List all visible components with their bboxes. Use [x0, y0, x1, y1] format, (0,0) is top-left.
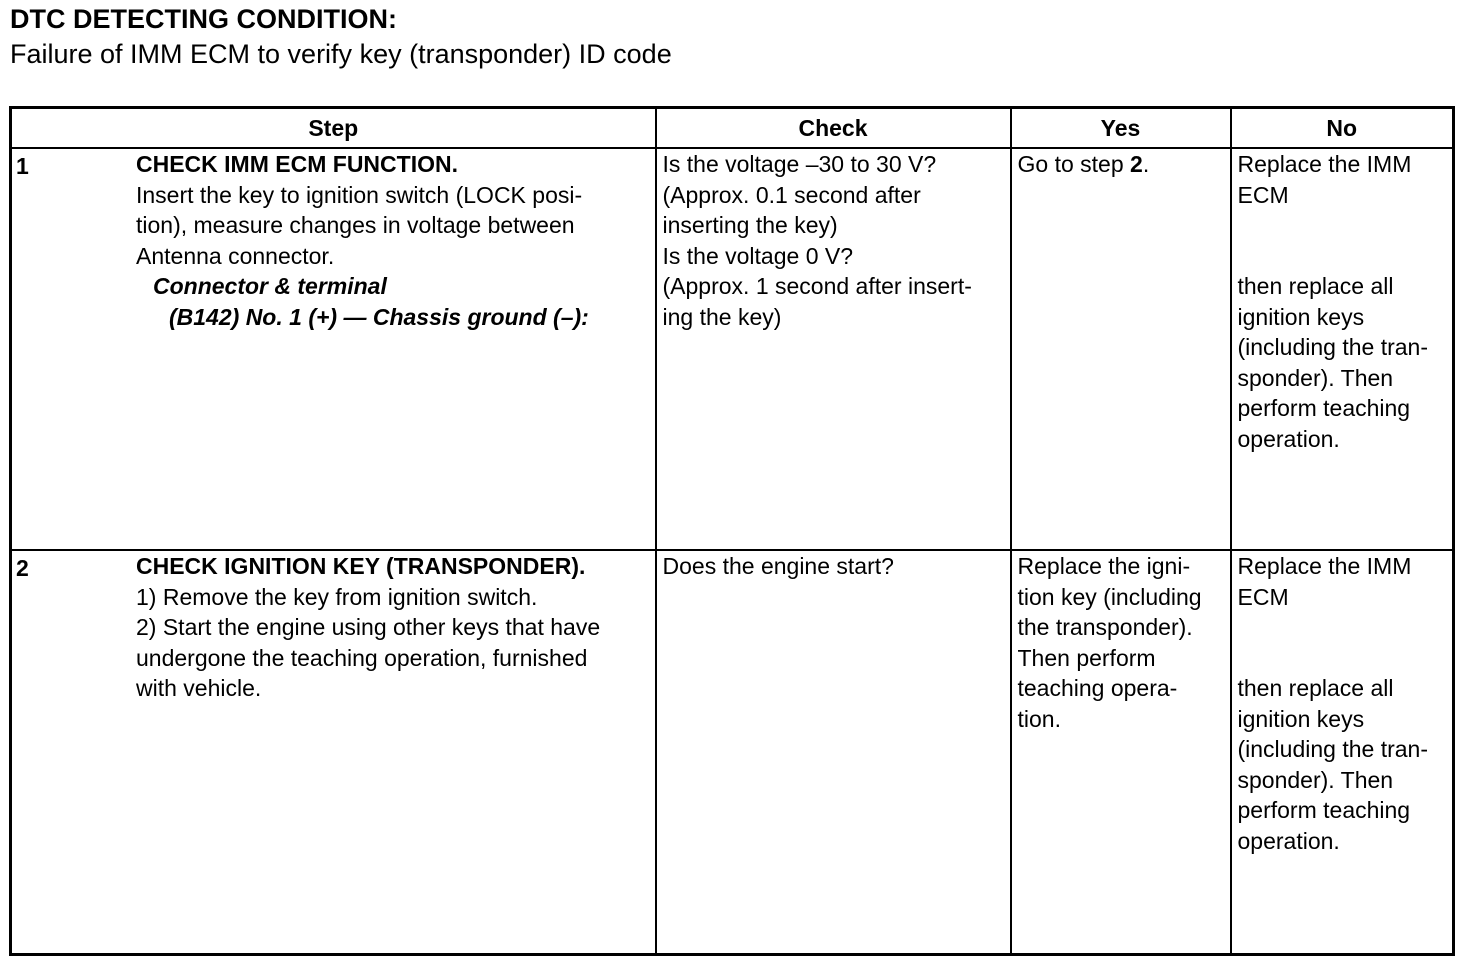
- no-text-line: (including the tran-: [1237, 736, 1428, 762]
- yes-text-line: Then perform: [1017, 644, 1156, 671]
- no-text-line: operation.: [1237, 827, 1340, 854]
- step-text-line: tion), measure changes in voltage between: [136, 212, 575, 238]
- no-text-line: operation.: [1237, 425, 1340, 452]
- no-text-line: Replace the IMM: [1237, 151, 1412, 177]
- diagnostic-table: [9, 106, 1455, 956]
- check-text-line: ing the key): [662, 303, 782, 330]
- yes-cell: [1011, 550, 1231, 955]
- check-text-line: Does the engine start?: [662, 553, 894, 579]
- no-text-line: ignition keys: [1237, 705, 1365, 732]
- yes-text-line: Replace the igni-: [1017, 553, 1191, 579]
- yes-cell: [1011, 148, 1231, 550]
- step-text-line: 1) Remove the key from ignition switch.: [136, 583, 538, 610]
- step-text-line: Insert the key to ignition switch (LOCK posi-: [136, 181, 583, 208]
- check-text-line: Is the voltage –30 to 30 V?: [662, 151, 937, 177]
- step-body: [12, 551, 655, 704]
- yes-text: Go to step: [1017, 151, 1131, 177]
- no-text-line: sponder). Then: [1237, 364, 1394, 391]
- goto-step-number: 2: [1130, 151, 1143, 177]
- no-text-line: ignition keys: [1237, 303, 1365, 330]
- connector-label: Connector & terminal: [153, 273, 387, 299]
- connector-value: (B142) No. 1 (+) — Chassis ground (–):: [169, 303, 589, 330]
- no-text-line: then replace all: [1237, 273, 1394, 299]
- yes-text-line: teaching opera-: [1017, 675, 1178, 701]
- step-title: CHECK IGNITION KEY (TRANSPONDER).: [136, 553, 586, 579]
- header-no: No: [1231, 108, 1454, 149]
- step-number: 2: [16, 555, 29, 581]
- step-title: CHECK IMM ECM FUNCTION.: [136, 151, 458, 177]
- table-row: [11, 550, 1454, 955]
- check-cell: [656, 148, 1011, 550]
- condition-heading: DTC DETECTING CONDITION:: [10, 4, 397, 34]
- step-cell: [11, 148, 656, 550]
- no-text-line: perform teaching: [1237, 395, 1411, 421]
- condition-description: Failure of IMM ECM to verify key (transponder) ID code: [10, 39, 672, 69]
- no-text-line: ECM: [1237, 583, 1289, 610]
- no-text-line: perform teaching: [1237, 797, 1411, 823]
- step-text-line: 2) Start the engine using other keys that have: [136, 614, 601, 640]
- check-text-line: inserting the key): [662, 212, 838, 238]
- step-number: 1: [16, 153, 29, 179]
- step-text-line: undergone the teaching operation, furnished: [136, 644, 588, 671]
- no-text-line: sponder). Then: [1237, 766, 1394, 793]
- header-yes: Yes: [1011, 108, 1231, 149]
- step-body: [12, 149, 655, 332]
- check-text-line: (Approx. 1 second after insert-: [662, 273, 972, 299]
- yes-suffix: .: [1142, 151, 1150, 177]
- header-check: Check: [656, 108, 1011, 149]
- no-text-line: (including the tran-: [1237, 334, 1428, 360]
- no-text-line: Replace the IMM: [1237, 553, 1412, 579]
- step-cell: [11, 550, 656, 955]
- header-step: Step: [11, 108, 656, 149]
- yes-text-line: tion.: [1017, 705, 1061, 732]
- check-text-line: Is the voltage 0 V?: [662, 242, 854, 269]
- check-text-line: (Approx. 0.1 second after: [662, 181, 921, 208]
- table-header-row: [11, 108, 1454, 149]
- yes-action: [1018, 149, 1226, 180]
- no-cell: [1231, 550, 1454, 955]
- yes-text-line: tion key (including: [1017, 583, 1202, 610]
- yes-text-line: the transponder).: [1017, 614, 1193, 640]
- no-text-line: ECM: [1237, 181, 1289, 208]
- table-row: [11, 148, 1454, 550]
- no-cell: [1231, 148, 1454, 550]
- no-text-line: then replace all: [1237, 675, 1394, 701]
- check-cell: [656, 550, 1011, 955]
- step-text-line: Antenna connector.: [136, 242, 335, 269]
- step-text-line: with vehicle.: [136, 675, 262, 701]
